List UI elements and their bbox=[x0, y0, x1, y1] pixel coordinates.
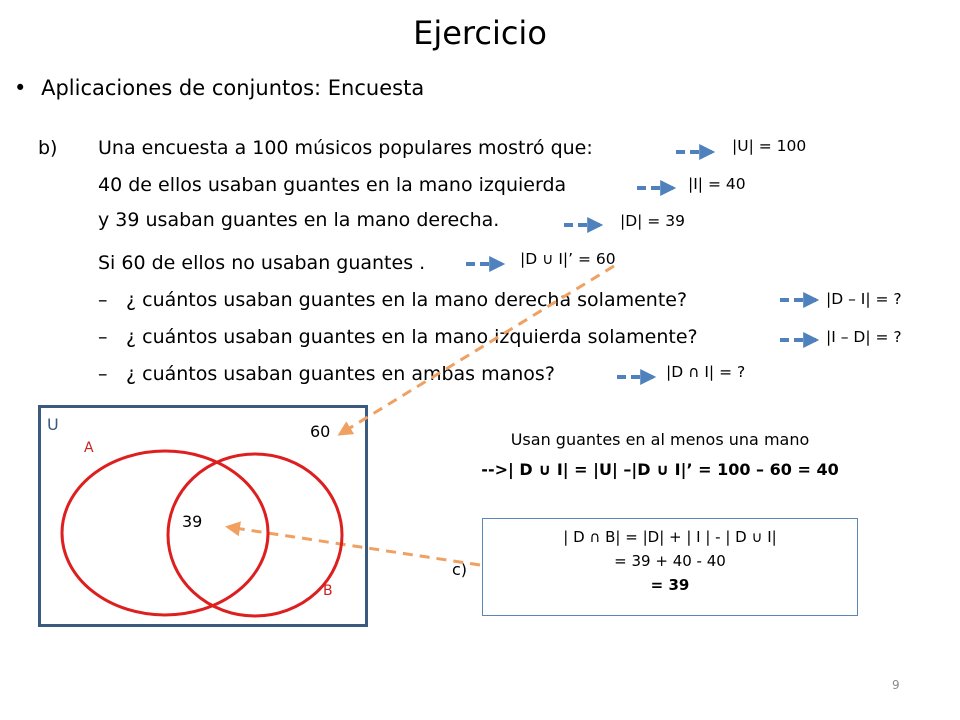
calc-line-3: = 39 bbox=[650, 576, 690, 594]
note-i-minus-d: |I – D| = ? bbox=[826, 328, 902, 346]
venn-intersection-value: 39 bbox=[182, 512, 203, 531]
note-intersection: |D ∩ I| = ? bbox=[666, 363, 746, 381]
note-d-minus-i: |D – I| = ? bbox=[826, 290, 902, 308]
bullet-glyph: • bbox=[14, 76, 27, 100]
question-dash-2: – bbox=[98, 326, 108, 348]
calc-line-2: = 39 + 40 - 40 bbox=[614, 552, 726, 570]
page-number: 9 bbox=[892, 678, 900, 692]
note-left-hand: |I| = 40 bbox=[688, 175, 746, 193]
problem-line-1: Una encuesta a 100 músicos populares mostró que: bbox=[98, 137, 593, 159]
bullet-text: Aplicaciones de conjuntos: Encuesta bbox=[41, 76, 425, 100]
slide-title: Ejercicio bbox=[413, 14, 547, 52]
part-c-label: c) bbox=[452, 560, 468, 579]
note-universe: |U| = 100 bbox=[732, 137, 807, 155]
orange-pointer-arrow-icon bbox=[340, 266, 614, 434]
question-1: ¿ cuántos usaban guantes en la mano derecha solamente? bbox=[126, 289, 688, 311]
venn-set-b-label: B bbox=[323, 583, 333, 599]
question-dash-3: – bbox=[98, 363, 108, 385]
calc-line-1: | D ∩ B| = |D| + | I | - | D ∪ I| bbox=[563, 528, 777, 546]
note-union-complement: |D ∪ I|’ = 60 bbox=[520, 250, 616, 268]
venn-universe-label: U bbox=[47, 415, 59, 434]
note-right-hand: |D| = 39 bbox=[620, 212, 685, 230]
venn-outside-value: 60 bbox=[310, 422, 331, 441]
problem-marker: b) bbox=[38, 137, 58, 159]
problem-line-2: 40 de ellos usaban guantes en la mano izquierda bbox=[98, 174, 567, 196]
problem-line-4: Si 60 de ellos no usaban guantes . bbox=[98, 252, 426, 274]
question-2: ¿ cuántos usaban guantes en la mano izquierda solamente? bbox=[126, 326, 698, 348]
venn-circle-b bbox=[168, 454, 342, 616]
venn-circle-a bbox=[62, 451, 268, 615]
problem-line-3: y 39 usaban guantes en la mano derecha. bbox=[98, 209, 500, 231]
question-dash-1: – bbox=[98, 289, 108, 311]
summary-line-1: Usan guantes en al menos una mano bbox=[510, 430, 810, 449]
question-3: ¿ cuántos usaban guantes en ambas manos? bbox=[126, 363, 555, 385]
summary-line-2: -->| D ∪ I| = |U| –|D ∪ I|’ = 100 – 60 = 40 bbox=[481, 460, 839, 479]
venn-set-a-label: A bbox=[84, 440, 94, 456]
